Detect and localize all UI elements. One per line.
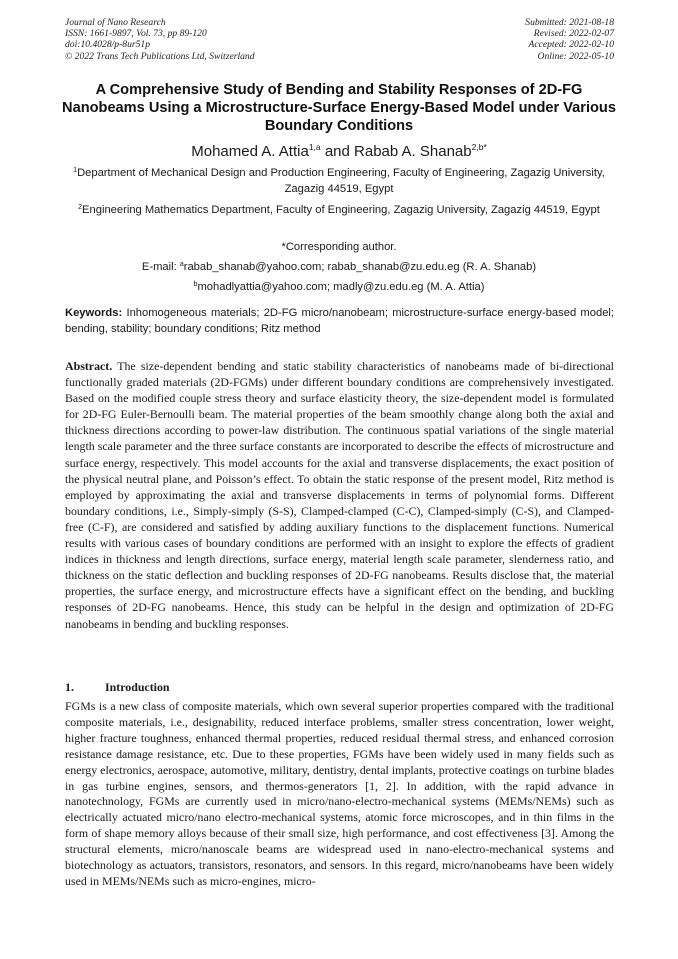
email-b-mark: b — [193, 281, 198, 288]
introduction-paragraph: FGMs is a new class of composite materials, which own several superior properties compared with the traditional composite materials, i.e., designability, reduced interface problems, smaller stress concentration, lower weight, higher fracture toughness, enhanced thermal properties, reduced residual thermal stress, and enhanced corrosion resistance damage resistance, etc. Due to these properties, FGMs have been widely used in many fields such as energy electronics, aerospace, automotive, military, dentistry, dental implants, protective coatings on turbine blades in gas turbine engines, sensors, and thermos-generators [1, 2]. In addition, with the rapid advance in nanotechnology, FGMs are currently used in micro/nano-electro-mechanical systems (MEMs/NEMs) such as electrically actuated micro/nano electro-mechanical systems, atomic force microscopes, and in thin films in the form of shape memory alloys because of their small size, high performance, and cost effectiveness [3]. Among the structural elements, micro/nanoscale beams are widespread used in nano-electro-mechanical systems and biotechnology as actuators, transistors, resonators, and sensors. In this regard, micro/nanobeams have been widely used in MEMs/NEMs such as micro-engines, micro- — [65, 699, 614, 888]
affiliation-1-text: Department of Mechanical Design and Production Engineering, Faculty of Engineering, Zagazig University, Zagazig 44519, Egypt — [77, 167, 605, 195]
publication-dates — [525, 17, 614, 62]
section-title: Introduction — [105, 680, 170, 694]
author-conjunction: and — [324, 143, 350, 160]
journal-name: Journal of Nano Research — [65, 17, 166, 28]
journal-issn: ISSN: 1661-9897, Vol. 73, pp 89-120 — [65, 28, 207, 40]
date-accepted: Accepted: 2022-02-10 — [528, 39, 614, 51]
author-line — [60, 143, 618, 161]
affiliation-2 — [60, 203, 618, 219]
affiliation-1 — [60, 166, 618, 197]
paper-title: A Comprehensive Study of Bending and Stability Responses of 2D-FG Nanobeams Using a Microstructure-Surface Energy-Based Model under Various Boundary Conditions — [62, 82, 616, 135]
date-online: Online: 2022-05-10 — [537, 50, 614, 62]
email-a-mark: a — [179, 261, 184, 268]
date-revised: Revised: 2022-02-07 — [533, 28, 614, 40]
journal-doi: doi:10.4028/p-8ur51p — [65, 39, 151, 51]
email-b[interactable]: mohadlyattia@yahoo.com; madly@zu.edu.eg (M. A. Attia) — [197, 281, 485, 293]
keywords-label: Keywords: — [65, 307, 123, 319]
date-submitted: Submitted: 2021-08-18 — [525, 17, 614, 28]
author-2-affiliation-mark: 2,b* — [471, 142, 487, 152]
section-number: 1. — [65, 680, 74, 694]
affiliation-1-mark: 1 — [73, 167, 78, 174]
email-line-1 — [60, 260, 618, 276]
affiliation-2-text: Engineering Mathematics Department, Faculty of Engineering, Zagazig University, Zagazig 44519, Egypt — [82, 204, 600, 216]
journal-info — [65, 17, 255, 62]
abstract-text: The size-dependent bending and static stability characteristics of nanobeams made of bi-directional functionally graded materials (2D-FGMs) under different boundary conditions are comprehensively investigated. Based on the modified couple stress theory and surface elasticity theory, the size-dependent model is formulated for 2D-FG Euler-Bernoulli beam. The material properties of the beam smoothly change along both the axial and thickness directions according to power-law distribution. The continuous spatial variations of the single material length scale parameter and the three surface constants are incorporated to describe the effects of microstructure and surface energy, respectively. This model accounts for the axial and transverse displacements, the exact position of the physical neutral plane, and Poisson’s effect. To obtain the static response of the present model, Ritz method is employed by approximating the axial and transverse displacements in terms of polynomial forms. Different boundary conditions, i.e., Simply-simply (S-S), Clamped-clamped (C-C), Clamped-simply (C-S), and Clamped-free (C-F), are considered and satisfied by adding auxiliary functions to the displacement functions. Numerical results with various cases of boundary conditions are performed with an insight to explore the effects of gradient indices in thickness and length directions, surface energy, material length scale parameter, slenderness ratio, and thickness on the static deflection and buckling responses of 2D-FG nanobeams. Results disclose that, the material properties, the surface energy, and microstructure effects have a significant effect on the bending, and buckling responses of 2D-FG nanobeams. Hence, this study can be helpful in the design and optimization of 2D-FG nanobeams in bending and buckling responses. — [65, 359, 614, 631]
email-label: E-mail: — [141, 261, 177, 273]
author-1-affiliation-mark: 1,a — [308, 142, 321, 152]
email-line-2 — [60, 280, 618, 296]
section-heading — [65, 679, 170, 695]
keywords-text: Inhomogeneous materials; 2D-FG micro/nanobeam; microstructure-surface energy-based model; bending, stability; boundary conditions; Ritz method — [65, 307, 615, 335]
keywords-block — [65, 306, 614, 337]
abstract-block — [65, 358, 614, 632]
email-a[interactable]: rabab_shanab@yahoo.com; rabab_shanab@zu.edu.eg (R. A. Shanab) — [183, 261, 537, 273]
author-1: Mohamed A. Attia — [191, 143, 309, 160]
journal-copyright: © 2022 Trans Tech Publications Ltd, Switzerland — [65, 50, 255, 62]
author-2: Rabab A. Shanab — [354, 143, 472, 160]
abstract-label: Abstract. — [65, 359, 113, 373]
corresponding-author-note: *Corresponding author. — [281, 241, 397, 253]
affiliation-2-mark: 2 — [78, 204, 83, 211]
